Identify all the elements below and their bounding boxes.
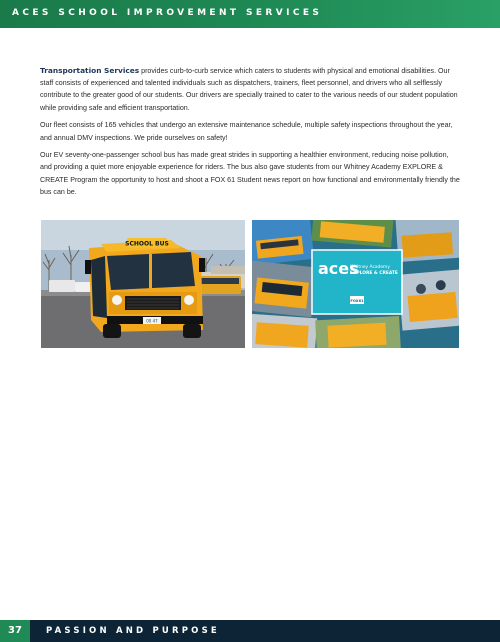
header-title: ACES SCHOOL IMPROVEMENT SERVICES — [12, 8, 323, 18]
collage-line-1: Whitney Academy — [350, 265, 390, 270]
aces-logo: aces — [318, 259, 359, 278]
license-plate: 00 47 — [146, 318, 158, 324]
lead-phrase: Transportation Services — [40, 66, 140, 75]
footer-tagline: PASSION AND PURPOSE — [46, 626, 220, 636]
paragraph-ev-bus: Our EV seventy-one-passenger school bus has made great strides in supporting a healthier environment, reducing noise pollution, and providing a quiet more enjoyable experience for riders. The bus also gave students from our Whitney Academy EXPLORE & CREATE Program the opportunity to host and shoot a FOX 61 Student news report on how functional and environmentally friendly the bus can be. — [40, 151, 460, 196]
paragraph-1-text: provides curb-to-curb service which caters to students with physical and emotional disabilities. Our staff consists of experienced and talented individuals such as dispatchers, trainers, fleet personnel, and drivers who all selflessly contribute to the greater good of our students. Our drivers are specially trained to cater to the various needs of our student population while providing safe and efficient transportation. — [40, 67, 458, 112]
page-header — [0, 0, 500, 28]
school-bus-illustration — [41, 220, 245, 348]
explore-create-collage-photo — [252, 220, 459, 348]
fox61-badge: FOX61 — [350, 299, 364, 303]
collage-illustration — [252, 220, 459, 348]
collage-line-2: EXPLORE & CREATE — [350, 271, 398, 276]
page-number: 37 — [0, 620, 30, 642]
paragraph-fleet: Our fleet consists of 165 vehicles that undergo an extensive maintenance schedule, multiple safety inspections throughout the year, and annual DMV inspections. We pride ourselves on safety! — [40, 121, 453, 142]
paragraph-transportation — [40, 65, 460, 114]
page-footer — [0, 620, 500, 642]
school-bus-photo — [41, 220, 245, 348]
bus-sign-text: SCHOOL BUS — [125, 240, 169, 248]
body-text — [40, 65, 460, 204]
